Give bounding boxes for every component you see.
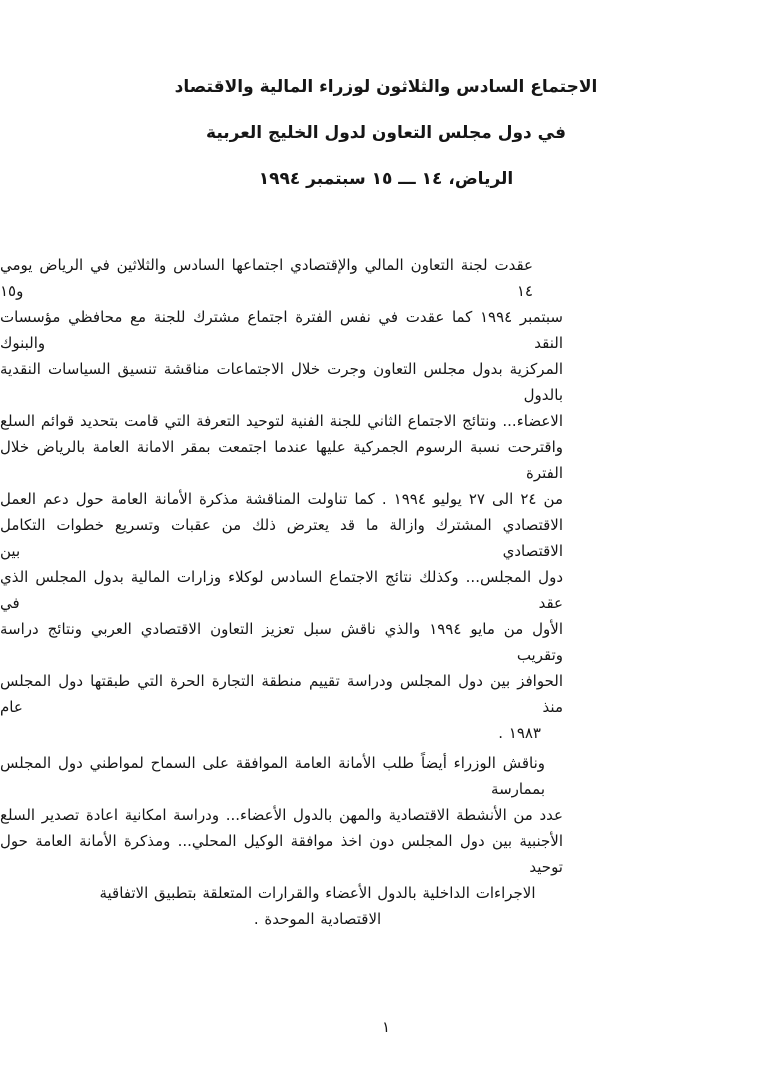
body-line: وناقش الوزراء أيضاً طلب الأمانة العامة الموافقة على السماح لمواطني دول المجلس بممارسة xyxy=(0,754,545,798)
body-line: الاعضاء... ونتائج الاجتماع الثاني للجنة الفنية لتوحيد التعرفة التي قامت بتحديد قوائم السلع xyxy=(0,412,563,430)
body-line: الاقتصادي المشترك وازالة ما قد يعترض ذلك من عقبات وتسريع خطوات التكامل الاقتصادي بين xyxy=(0,516,563,560)
title-line-1: الاجتماع السادس والثلاثون لوزراء المالية والاقتصاد xyxy=(174,77,598,97)
document-title-block xyxy=(0,64,772,202)
body-line: عقدت لجنة التعاون المالي والإقتصادي اجتماعها السادس والثلاثين في الرياض يومي ١٤ و١٥ xyxy=(0,256,533,300)
body-line: عدد من الأنشطة الاقتصادية والمهن بالدول الأعضاء... ودراسة امكانية اعادة تصدير السلع xyxy=(0,806,563,824)
body-line: واقترحت نسبة الرسوم الجمركية عليها عندما اجتمعت بمقر الامانة العامة بالرياض خلال الفترة xyxy=(0,438,563,482)
body-line: الحوافز بين دول المجلس ودراسة تقييم منطقة التجارة الحرة التي طبقتها دول المجلس منذ عام xyxy=(0,672,563,716)
body-line: من ٢٤ الى ٢٧ يوليو ١٩٩٤ . كما تناولت المناقشة مذكرة الأمانة العامة حول دعم العمل xyxy=(0,490,563,508)
body-line: الأول من مايو ١٩٩٤ والذي ناقش سبل تعزيز التعاون الاقتصادي العربي ونتائج دراسة وتقريب xyxy=(0,620,564,664)
body-line: سبتمبر ١٩٩٤ كما عقدت في نفس الفترة اجتماع مشترك للجنة مع محافظي مؤسسات النقد والبنوك xyxy=(0,308,563,352)
body-text-column xyxy=(0,252,563,932)
body-line: المركزية بدول مجلس التعاون وجرت خلال الاجتماعات مناقشة تنسيق السياسات النقدية بالدول xyxy=(0,360,563,404)
body-line: ١٩٨٣ . xyxy=(498,724,541,742)
page-number: ١ xyxy=(381,1018,391,1036)
title-line-3: الرياض، ١٤ ـــ ١٥ سبتمبر ١٩٩٤ xyxy=(258,169,514,189)
paragraph-2 xyxy=(0,750,563,932)
body-line: دول المجلس... وكذلك نتائج الاجتماع السادس لوكلاء وزارات المالية بدول المجلس الذي عقد في xyxy=(0,568,563,612)
body-line: الاجراءات الداخلية بالدول الأعضاء والقرارات المتعلقة بتطبيق الاتفاقية الاقتصادية الموحدة . xyxy=(99,884,536,928)
paragraph-1 xyxy=(0,252,563,746)
title-line-2: في دول مجلس التعاون لدول الخليج العربية xyxy=(206,123,566,143)
body-line: الأجنبية بين دول المجلس دون اخذ موافقة الوكيل المحلي... ومذكرة الأمانة العامة حول توحيد xyxy=(0,832,563,876)
